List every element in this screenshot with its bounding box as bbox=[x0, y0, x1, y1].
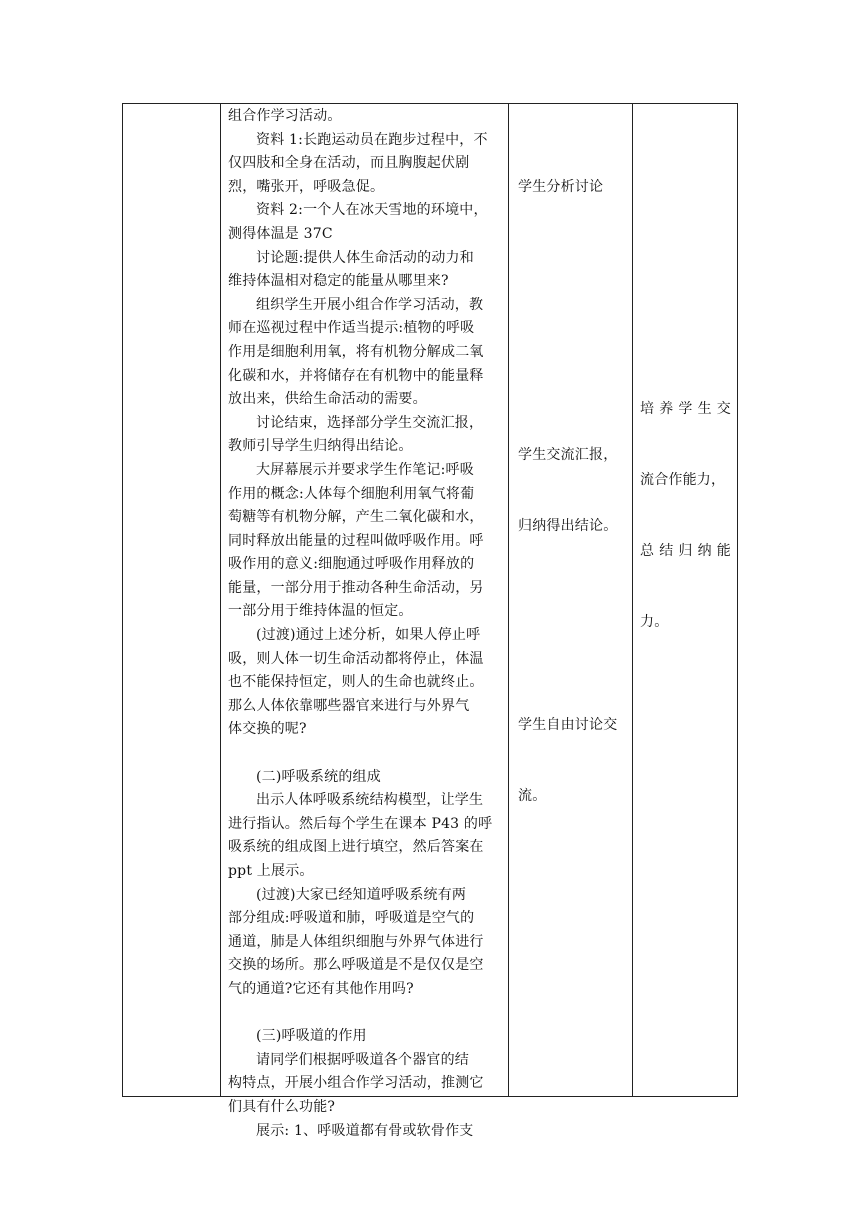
teacher-activity-line: 体交换的呢? bbox=[228, 721, 307, 738]
teacher-activity-line: 交换的场所。那么呼吸道是不是仅仅是空 bbox=[228, 957, 484, 974]
teacher-activity-cell bbox=[221, 104, 507, 1139]
teacher-activity-line: (二)呼吸系统的组成 bbox=[256, 768, 381, 785]
teacher-activity-line: 出示人体呼吸系统结构模型，让学生 bbox=[256, 792, 484, 809]
teacher-activity-line: 作用是细胞利用氧，将有机物分解成二氧 bbox=[228, 343, 484, 360]
teacher-activity-line: 能量，一部分用于推动各种生命活动，另 bbox=[228, 579, 484, 596]
teacher-activity-line: 构特点，开展小组合作学习活动，推测它 bbox=[228, 1075, 484, 1092]
teacher-activity-line: 化碳和水，并将储存在有机物中的能量释 bbox=[228, 367, 484, 384]
teacher-activity-line: 通道，肺是人体组织细胞与外界气体进行 bbox=[228, 933, 484, 950]
teacher-activity-line: 也不能保持恒定，则人的生命也就终止。 bbox=[228, 674, 484, 691]
teacher-activity-line: 讨论结束，选择部分学生交流汇报， bbox=[256, 414, 484, 431]
teacher-activity-line: 资料 2:一个人在冰天雪地的环境中， bbox=[256, 202, 488, 219]
teacher-activity-line: 展示: 1、呼吸道都有骨或软骨作支 bbox=[256, 1122, 474, 1139]
teacher-activity-line: 讨论题:提供人体生命活动的动力和 bbox=[256, 249, 474, 266]
teacher-activity-line: 作用的概念:人体每个细胞利用氧气将葡 bbox=[228, 485, 475, 502]
teacher-activity-line: 请同学们根据呼吸道各个器官的结 bbox=[256, 1051, 469, 1068]
student-activity-cell bbox=[509, 104, 631, 1096]
teacher-activity-line: 们具有什么功能? bbox=[228, 1098, 336, 1115]
teacher-activity-line: 大屏幕展示并要求学生作笔记:呼吸 bbox=[256, 461, 474, 478]
student-activity-3: 学生自由讨论交 流。 bbox=[518, 717, 618, 804]
teacher-activity-line: 萄糖等有机物分解，产生二氧化碳和水， bbox=[228, 509, 484, 526]
teacher-activity-line: 进行指认。然后每个学生在课本 P43 的呼 bbox=[228, 815, 493, 832]
teacher-activity-line: 资料 1:长跑运动员在跑步过程中，不 bbox=[256, 131, 488, 148]
teacher-activity-line: 一部分用于维持体温的恒定。 bbox=[228, 603, 413, 620]
design-intent-cell bbox=[633, 104, 739, 1096]
teacher-activity-line: (三)呼吸道的作用 bbox=[256, 1028, 367, 1045]
teacher-activity-line: 烈，嘴张开，呼吸急促。 bbox=[228, 178, 385, 195]
teacher-activity-line: 放出来，供给生命活动的需要。 bbox=[228, 391, 427, 408]
teacher-activity-line: (过渡)大家已经知道呼吸系统有两 bbox=[256, 886, 467, 903]
section-column-cell bbox=[123, 104, 220, 1096]
teacher-activity-line bbox=[228, 742, 501, 766]
teacher-activity-line: 同时释放出能量的过程叫做呼吸作用。呼 bbox=[228, 532, 484, 549]
teacher-activity-line: 部分组成:呼吸道和肺，呼吸道是空气的 bbox=[228, 910, 475, 927]
teacher-activity-line: 维持体温相对稳定的能量从哪里来? bbox=[228, 273, 449, 290]
teacher-activity-line: ppt 上展示。 bbox=[228, 863, 314, 879]
teacher-activity-line: 吸作用的意义:细胞通过呼吸作用释放的 bbox=[228, 556, 475, 573]
lesson-plan-table bbox=[122, 103, 738, 1139]
student-activity-2: 学生交流汇报， 归纳得出结论。 bbox=[518, 447, 618, 534]
teacher-activity-line: 组合作学习活动。 bbox=[228, 108, 342, 124]
teacher-activity-line: 师在巡视过程中作适当提示:植物的呼吸 bbox=[228, 320, 475, 337]
teacher-activity-line: 组织学生开展小组合作学习活动，教 bbox=[256, 296, 484, 313]
teacher-activity-text bbox=[228, 105, 501, 1143]
teacher-activity-line: 教师引导学生归纳得出结论。 bbox=[228, 438, 413, 455]
student-activity-1: 学生分析讨论 bbox=[518, 179, 604, 196]
design-intent-text: 培 养 学 生 交 流合作能力， 总 结 归 纳 能 力。 bbox=[640, 401, 731, 630]
teacher-activity-line: 仅四肢和全身在活动，而且胸腹起伏剧 bbox=[228, 155, 470, 172]
teacher-activity-line: (过渡)通过上述分析，如果人停止呼 bbox=[256, 627, 481, 644]
teacher-activity-line bbox=[228, 1002, 501, 1026]
teacher-activity-line: 气的通道?它还有其他作用吗? bbox=[228, 980, 414, 997]
teacher-activity-line: 测得体温是 37C bbox=[228, 225, 333, 242]
teacher-activity-line: 那么人体依靠哪些器官来进行与外界气 bbox=[228, 697, 470, 714]
teacher-activity-line: 吸系统的组成图上进行填空，然后答案在 bbox=[228, 839, 484, 856]
teacher-activity-line: 吸，则人体一切生命活动都将停止，体温 bbox=[228, 650, 484, 667]
